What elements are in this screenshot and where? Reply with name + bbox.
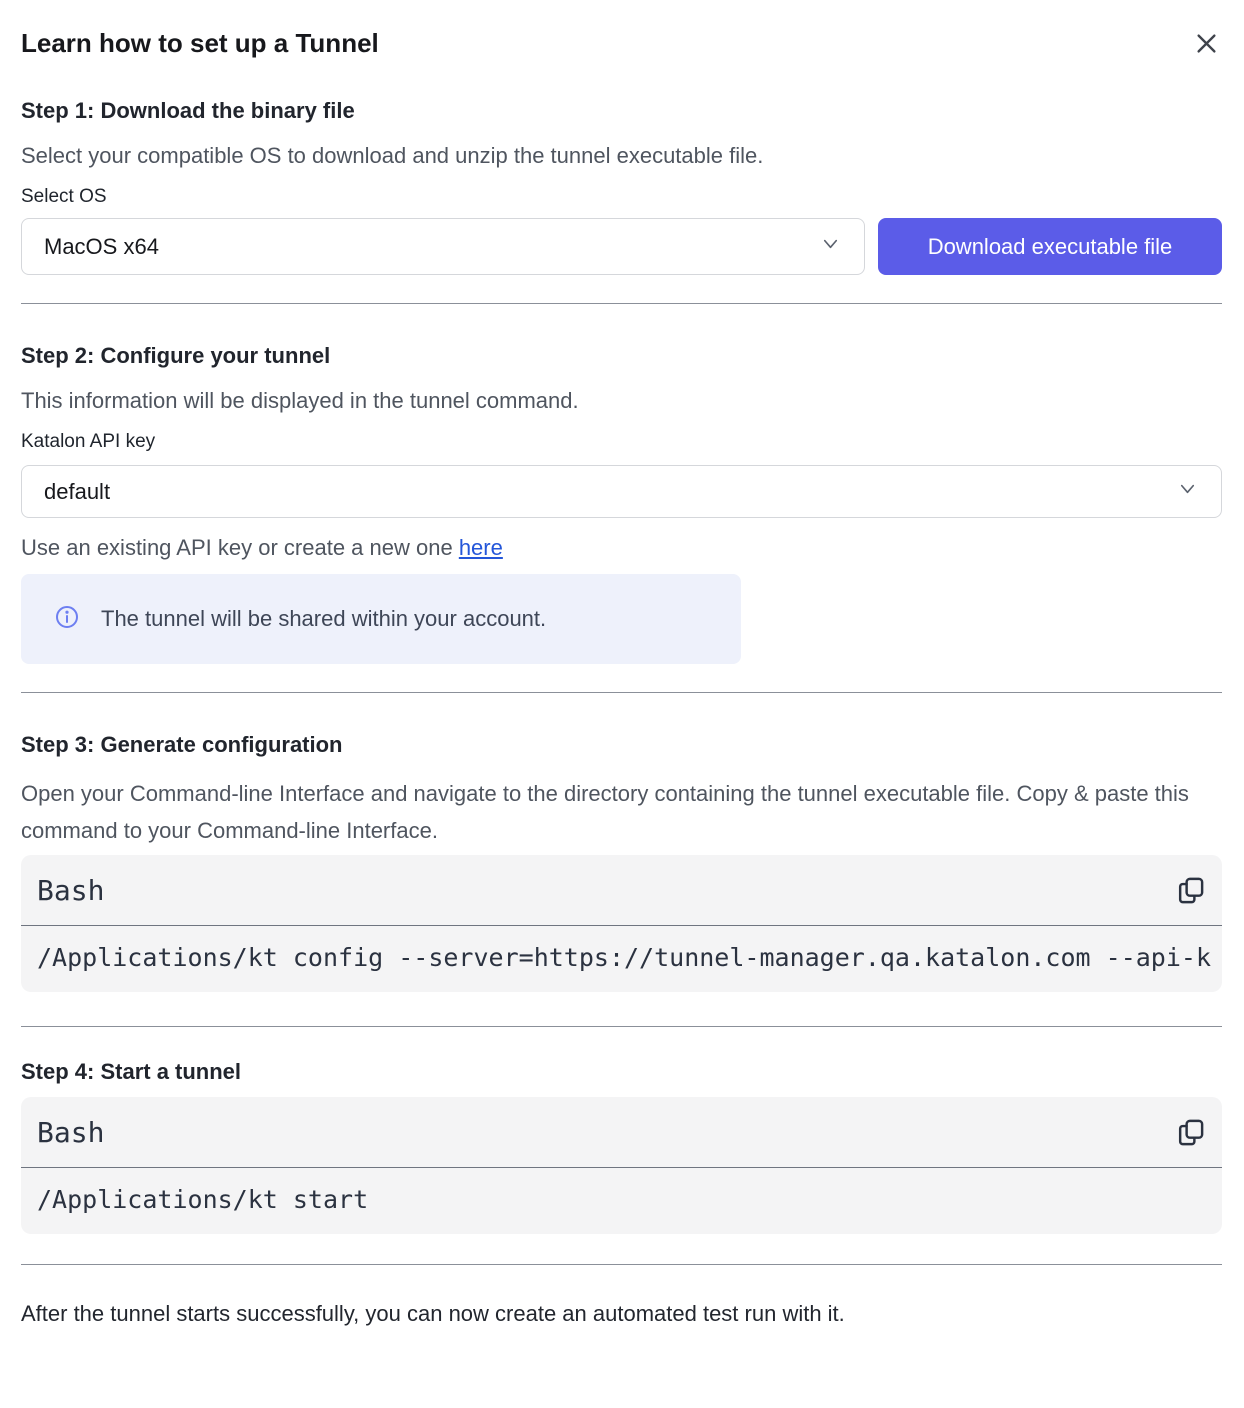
helper-text: Use an existing API key or create a new one — [21, 535, 459, 560]
code-language-label: Bash — [37, 1115, 105, 1149]
copy-icon — [1175, 894, 1206, 909]
config-code-block — [21, 855, 1222, 992]
api-key-select[interactable] — [21, 465, 1222, 518]
step-4-heading: Step 4: Start a tunnel — [21, 1059, 242, 1084]
step-3-heading: Step 3: Generate configuration — [21, 732, 343, 757]
step-3-section — [21, 731, 1222, 992]
api-key-label: Katalon API key — [21, 431, 156, 452]
step-2-heading: Step 2: Configure your tunnel — [21, 343, 331, 368]
close-icon — [1193, 45, 1220, 60]
modal-header — [21, 27, 1222, 59]
divider — [21, 1026, 1222, 1027]
chevron-down-icon — [819, 232, 842, 261]
step-2-section — [21, 342, 1222, 664]
start-code-block — [21, 1097, 1222, 1234]
copy-config-command-button[interactable] — [1173, 873, 1208, 908]
download-executable-button[interactable]: Download executable file — [878, 218, 1222, 275]
info-icon — [55, 605, 79, 634]
info-note: The tunnel will be shared within your account. — [101, 606, 547, 631]
create-api-key-link[interactable]: here — [458, 535, 503, 560]
modal-title: Learn how to set up a Tunnel — [21, 28, 379, 58]
copy-start-command-button[interactable] — [1173, 1115, 1208, 1150]
close-button[interactable] — [1191, 28, 1222, 59]
step-1-controls — [21, 218, 1222, 275]
step-3-description: Open your Command-line Interface and navigate to the directory containing the tunnel executable file. Copy & paste this command to your Command-line Interface. — [21, 781, 1189, 843]
os-select[interactable] — [21, 218, 865, 275]
step-4-section — [21, 1058, 1222, 1234]
footer-note: After the tunnel starts successfully, you can now create an automated test run with it. — [21, 1301, 845, 1326]
code-language-label: Bash — [37, 873, 105, 907]
step-1-section — [21, 97, 1222, 275]
start-command-text[interactable]: /Applications/kt start — [37, 1185, 369, 1214]
api-key-helper-text — [21, 533, 1222, 563]
divider — [21, 692, 1222, 693]
api-key-select-value: default — [44, 478, 111, 504]
select-os-label: Select OS — [21, 186, 107, 207]
code-block-header — [21, 855, 1222, 926]
divider — [21, 1264, 1222, 1265]
step-1-description: Select your compatible OS to download and unzip the tunnel executable file. — [21, 143, 764, 168]
divider — [21, 303, 1222, 304]
chevron-down-icon — [1176, 477, 1199, 506]
copy-icon — [1175, 1136, 1206, 1151]
os-select-value: MacOS x64 — [44, 233, 159, 259]
code-block-header — [21, 1097, 1222, 1168]
step-1-heading: Step 1: Download the binary file — [21, 98, 355, 123]
step-2-description: This information will be displayed in the tunnel command. — [21, 388, 579, 413]
config-command-text[interactable]: /Applications/kt config --server=https://tunnel-manager.qa.katalon.com --api-k — [37, 943, 1211, 972]
info-box — [21, 574, 741, 664]
